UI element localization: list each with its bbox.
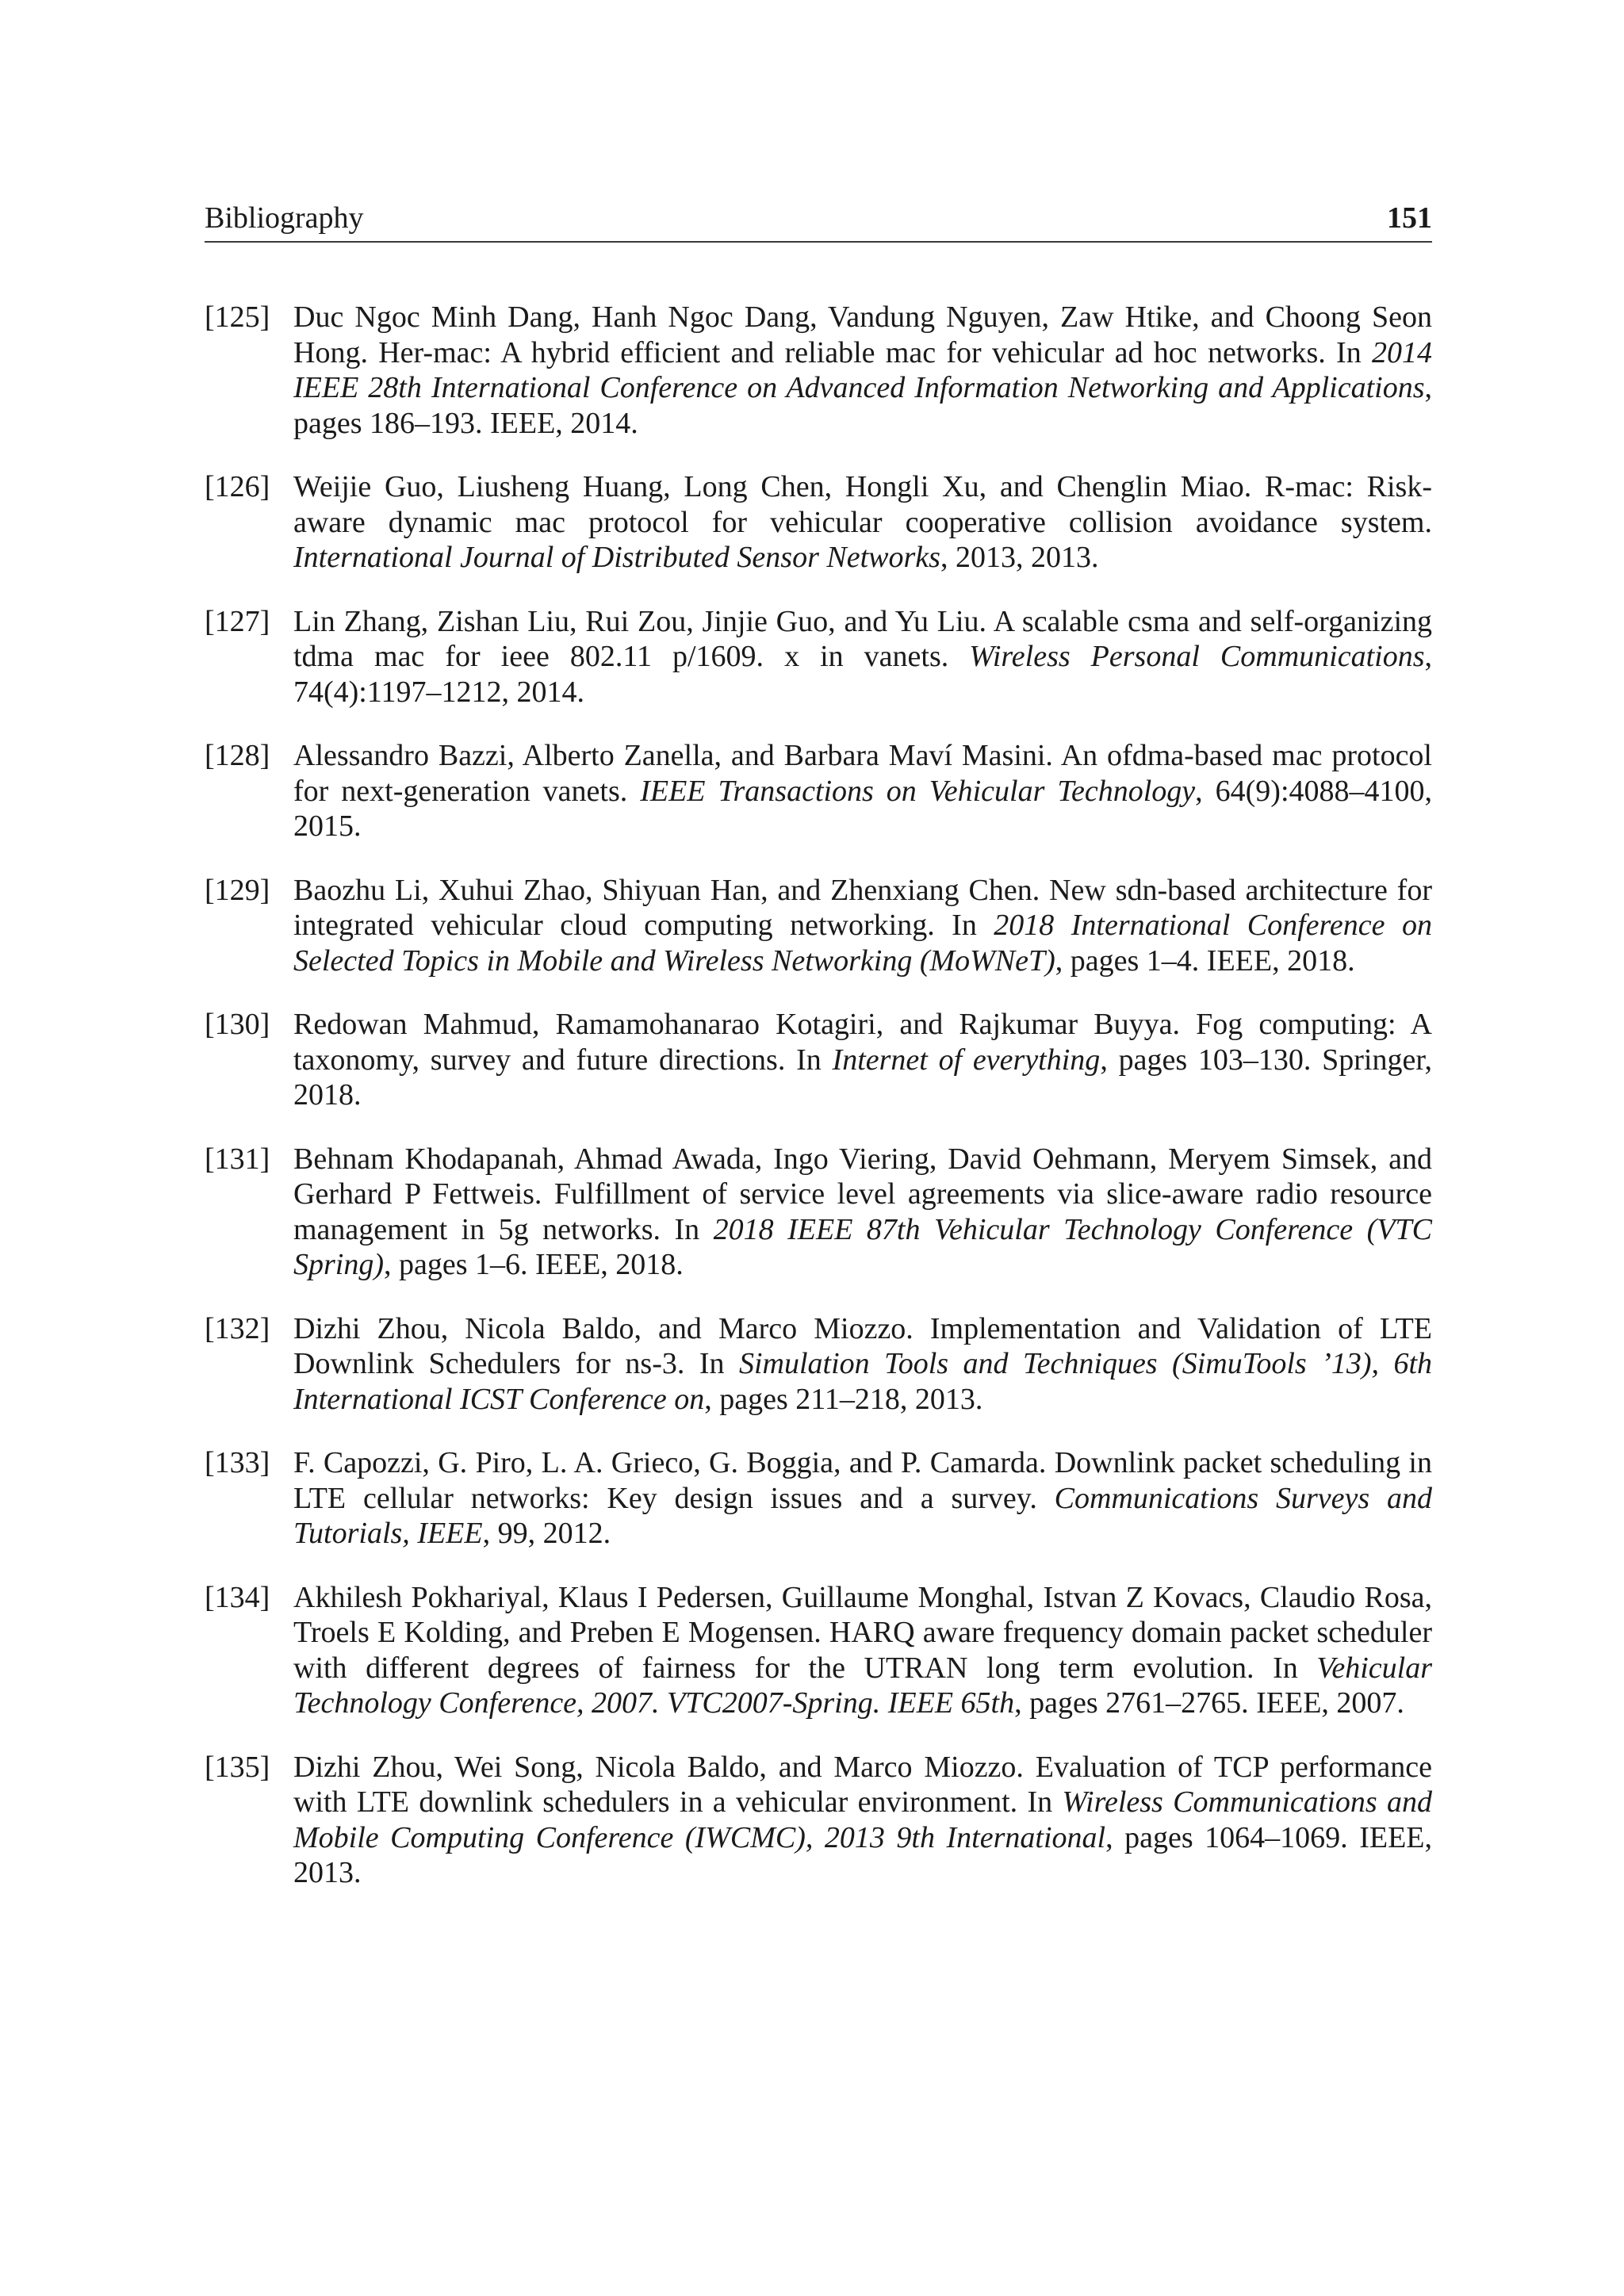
reference-text xyxy=(293,604,1432,710)
reference-number: [132] xyxy=(205,1311,270,1345)
reference-number: [127] xyxy=(205,604,270,638)
reference-list xyxy=(205,300,1432,1891)
reference-text xyxy=(293,1750,1432,1891)
reference-details: , 64(9):4088–4100, 2015. xyxy=(293,774,1432,843)
reference-item xyxy=(205,1580,1432,1721)
reference-text xyxy=(293,469,1432,576)
reference-item xyxy=(205,604,1432,710)
reference-number: [128] xyxy=(205,739,270,772)
reference-venue: IEEE Transactions on Vehicular Technology xyxy=(640,774,1196,808)
reference-item xyxy=(205,1007,1432,1113)
running-header-title: Bibliography xyxy=(205,201,364,235)
reference-authors-title: Dizhi Zhou, Wei Song, Nicola Baldo, and Marco Miozzo. Evaluation of TCP performance with LTE downlink schedulers in a vehicular environment. In xyxy=(293,1750,1432,1819)
reference-authors-title: Weijie Guo, Liusheng Huang, Long Chen, Hongli Xu, and Chenglin Miao. R-mac: Risk-aware dynamic mac protocol for vehicular cooperative collision avoidance system. xyxy=(293,470,1432,539)
reference-item xyxy=(205,873,1432,979)
reference-details: , 2013, 2013. xyxy=(940,541,1099,574)
reference-authors-title: Baozhu Li, Xuhui Zhao, Shiyuan Han, and Zhenxiang Chen. New sdn-based architecture for integrated vehicular cloud computing networking. In xyxy=(293,873,1432,942)
reference-authors-title: Duc Ngoc Minh Dang, Hanh Ngoc Dang, Vandung Nguyen, Zaw Htike, and Choong Seon Hong. Her-mac: A hybrid efficient and reliable mac for vehicular ad hoc networks. In xyxy=(293,300,1432,369)
reference-venue: 2018 IEEE 87th Vehicular Technology Conference (VTC Spring) xyxy=(293,1212,1432,1281)
reference-number: [135] xyxy=(205,1750,270,1784)
reference-authors-title: F. Capozzi, G. Piro, L. A. Grieco, G. Boggia, and P. Camarda. Downlink packet scheduling in LTE cellular networks: Key design issues and a survey. xyxy=(293,1446,1432,1515)
reference-number: [126] xyxy=(205,470,270,503)
reference-authors-title: Lin Zhang, Zishan Liu, Rui Zou, Jinjie Guo, and Yu Liu. A scalable csma and self-organizing tdma mac for ieee 802.11 p/1609. x in vanets. xyxy=(293,604,1432,673)
reference-venue: 2014 IEEE 28th International Conference on Advanced Information Networking and Applications xyxy=(293,335,1432,404)
reference-number: [131] xyxy=(205,1142,270,1176)
reference-item xyxy=(205,1445,1432,1552)
page-number: 151 xyxy=(1387,201,1432,235)
reference-venue: Communications Surveys and Tutorials, IEEE xyxy=(293,1481,1432,1550)
reference-details: , pages 2761–2765. IEEE, 2007. xyxy=(1014,1686,1404,1720)
reference-venue: International Journal of Distributed Sensor Networks xyxy=(293,541,940,574)
reference-authors-title: Alessandro Bazzi, Alberto Zanella, and Barbara Maví Masini. An ofdma-based mac protocol for next-generation vanets. xyxy=(293,739,1432,808)
reference-venue: Internet of everything xyxy=(832,1043,1101,1077)
reference-item xyxy=(205,300,1432,441)
reference-text xyxy=(293,300,1432,441)
reference-venue: Wireless Communications and Mobile Computing Conference (IWCMC), 2013 9th International xyxy=(293,1785,1433,1854)
reference-details: , pages 1064–1069. IEEE, 2013. xyxy=(293,1820,1432,1889)
reference-authors-title: Akhilesh Pokhariyal, Klaus I Pedersen, Guillaume Monghal, Istvan Z Kovacs, Claudio Rosa, Troels E Kolding, and Preben E Mogensen. HARQ aware frequency domain packet scheduler with different degrees of fairness for the UTRAN long term evolution. In xyxy=(293,1580,1432,1685)
reference-authors-title: Dizhi Zhou, Nicola Baldo, and Marco Miozzo. Implementation and Validation of LTE Downlink Schedulers for ns-3. In xyxy=(293,1311,1432,1380)
reference-details: , 99, 2012. xyxy=(482,1517,611,1550)
reference-authors-title: Behnam Khodapanah, Ahmad Awada, Ingo Viering, David Oehmann, Meryem Simsek, and Gerhard P Fettweis. Fulfillment of service level agreements via slice-aware radio resource management in 5g networks. In xyxy=(293,1142,1432,1246)
reference-number: [133] xyxy=(205,1446,270,1479)
reference-text xyxy=(293,1007,1432,1113)
reference-authors-title: Redowan Mahmud, Ramamohanarao Kotagiri, and Rajkumar Buyya. Fog computing: A taxonomy, survey and future directions. In xyxy=(293,1008,1432,1077)
reference-text xyxy=(293,1580,1432,1721)
reference-number: [125] xyxy=(205,300,270,334)
reference-text xyxy=(293,1445,1432,1552)
reference-venue: Vehicular Technology Conference, 2007. VTC2007-Spring. IEEE 65th xyxy=(293,1651,1432,1720)
reference-details: , pages 103–130. Springer, 2018. xyxy=(293,1043,1432,1112)
reference-item xyxy=(205,1311,1432,1418)
reference-details: , pages 1–6. IEEE, 2018. xyxy=(384,1248,684,1281)
reference-details: , pages 211–218, 2013. xyxy=(704,1382,983,1416)
reference-details: , pages 186–193. IEEE, 2014. xyxy=(293,371,1432,440)
reference-details: , pages 1–4. IEEE, 2018. xyxy=(1055,943,1355,978)
reference-number: [129] xyxy=(205,873,270,907)
reference-text xyxy=(293,873,1432,979)
reference-item xyxy=(205,1142,1432,1283)
reference-item xyxy=(205,738,1432,844)
reference-item xyxy=(205,1750,1432,1891)
reference-details: , 74(4):1197–1212, 2014. xyxy=(293,640,1432,709)
reference-venue: Wireless Personal Communications xyxy=(969,640,1425,673)
reference-text xyxy=(293,1311,1432,1418)
reference-text xyxy=(293,738,1432,844)
reference-venue: Simulation Tools and Techniques (SimuTools ’13), 6th International ICST Conference on xyxy=(293,1347,1432,1416)
running-header xyxy=(205,195,1432,243)
page xyxy=(205,195,1432,1919)
reference-text xyxy=(293,1142,1432,1283)
reference-number: [134] xyxy=(205,1580,270,1614)
reference-number: [130] xyxy=(205,1008,270,1041)
reference-venue: 2018 International Conference on Selected Topics in Mobile and Wireless Networking (MoWNeT) xyxy=(293,909,1432,978)
reference-item xyxy=(205,469,1432,576)
